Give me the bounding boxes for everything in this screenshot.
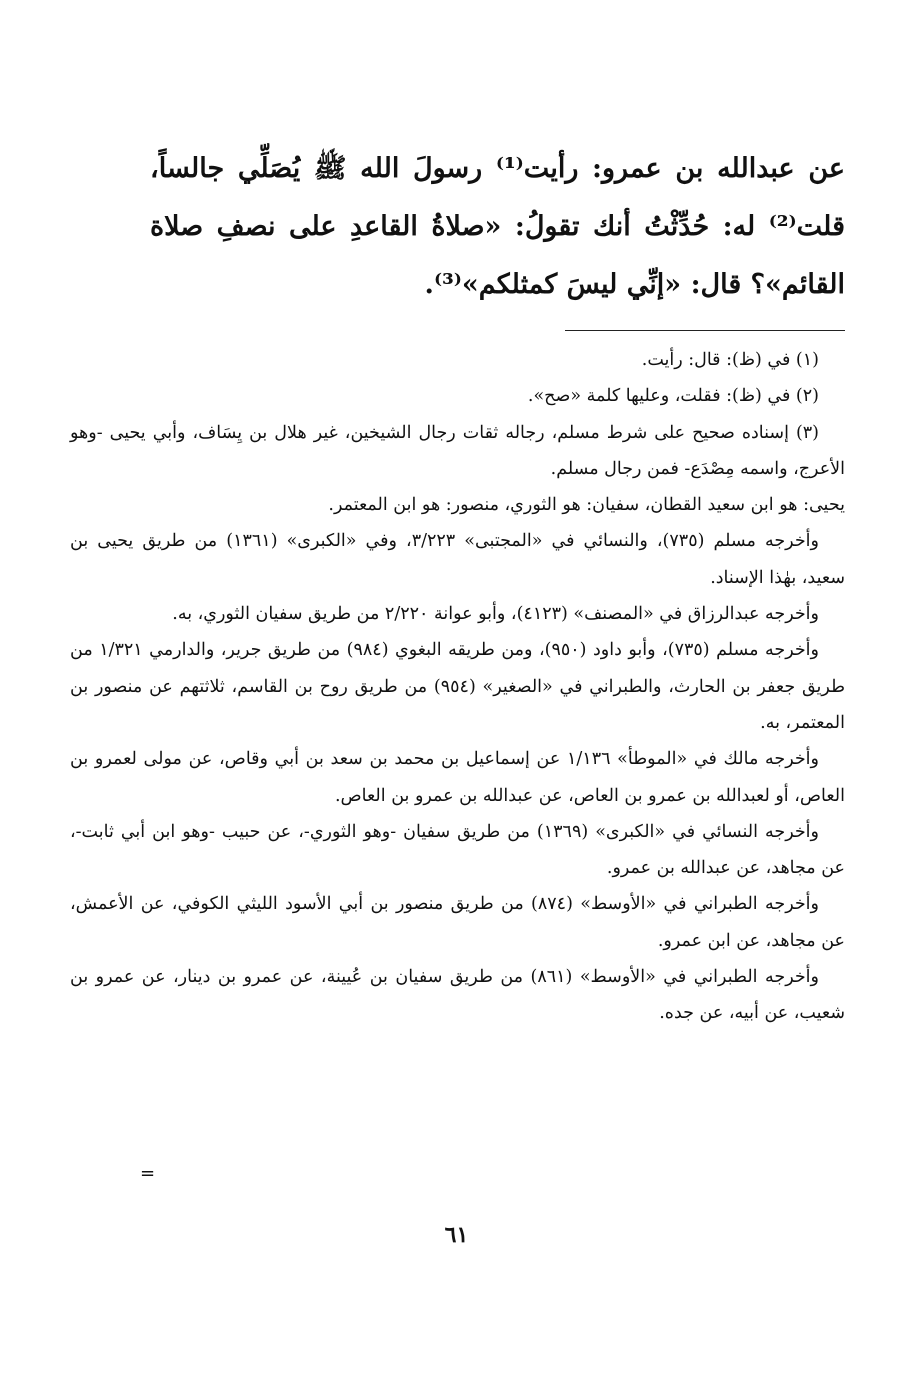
footnote-3-takhrij-5: وأخرجه النسائي في «الكبرى» (١٣٦٩) من طريق سفيان -وهو الثوري-، عن حبيب -وهو ابن أبي ثابت-، عن مجاهد، عن عبدالله بن عمرو.: [70, 821, 845, 879]
footnotes: [70, 342, 845, 1032]
footnote-3-narrators: يحيى: هو ابن سعيد القطان، سفيان: هو الثوري، منصور: هو ابن المعتمر.: [328, 495, 845, 516]
footnote-3-takhrij-1: وأخرجه مسلم (٧٣٥)، والنسائي في «المجتبى» ٣/٢٢٣، وفي «الكبرى» (١٣٦١) من طريق يحيى بن سعيد، بهٰذا الإسناد.: [70, 531, 845, 588]
footnote-3-takhrij-3: وأخرجه مسلم (٧٣٥)، وأبو داود (٩٥٠)، ومن طريقه البغوي (٩٨٤) من طريق جرير، والدارمي ١/٣٢١ من طريق جعفر بن الحارث، والطبراني في «الصغير» (٩٥٤) من طريق روح بن القاسم، ثلاثتهم عن منصور بن المعتمر، به.: [70, 640, 845, 733]
footnote-3-takhrij-2: وأخرجه عبدالرزاق في «المصنف» (٤١٢٣)، وأبو عوانة ٢/٢٢٠ من طريق سفيان الثوري، به.: [172, 604, 819, 625]
footnote-3-takhrij-6: وأخرجه الطبراني في «الأوسط» (٨٧٤) من طريق منصور بن أبي الأسود الليثي الكوفي، عن الأعمش، عن مجاهد، عن ابن عمرو.: [70, 894, 845, 951]
main-text: [150, 140, 845, 314]
continuation-mark: =: [140, 1163, 156, 1184]
footnote-separator: [565, 330, 845, 331]
hadith-paragraph: عن عبدالله بن عمرو: رأيت⁽¹⁾ رسولَ الله ﷺ يُصَلِّي جالساً، قلت⁽²⁾ له: حُدِّثْتُ أنك تقولُ: «صلاةُ القاعدِ على نصفِ صلاة القائم»؟ قال: «إنِّي ليسَ كمثلكم»⁽³⁾.: [150, 153, 845, 300]
footnote-2: (٢) في (ظ): فقلت، وعليها كلمة «صح».: [527, 386, 819, 407]
footnote-3-takhrij-7: وأخرجه الطبراني في «الأوسط» (٨٦١) من طريق سفيان بن عُيينة، عن عمرو بن دينار، عن عمرو بن شعيب، عن أبيه، عن جده.: [70, 967, 845, 1024]
footnote-3-takhrij-4: وأخرجه مالك في «الموطأ» ١/١٣٦ عن إسماعيل بن محمد بن سعد بن أبي وقاص، عن مولى لعمرو بن العاص، أو لعبدالله بن عمرو بن العاص، عن عبدالله بن عمرو بن العاص.: [70, 749, 845, 806]
footnote-1: (١) في (ظ): قال: رأيت.: [641, 350, 819, 370]
footnote-3: (٣) إسناده صحيح على شرط مسلم، رجاله ثقات رجال الشيخين، غير هلال بن يِسَاف، وأبي يحيى -وهو الأعرج، واسمه مِصْدَع- فمن رجال مسلم.: [70, 422, 845, 479]
page-number: ٦١: [444, 1222, 469, 1248]
